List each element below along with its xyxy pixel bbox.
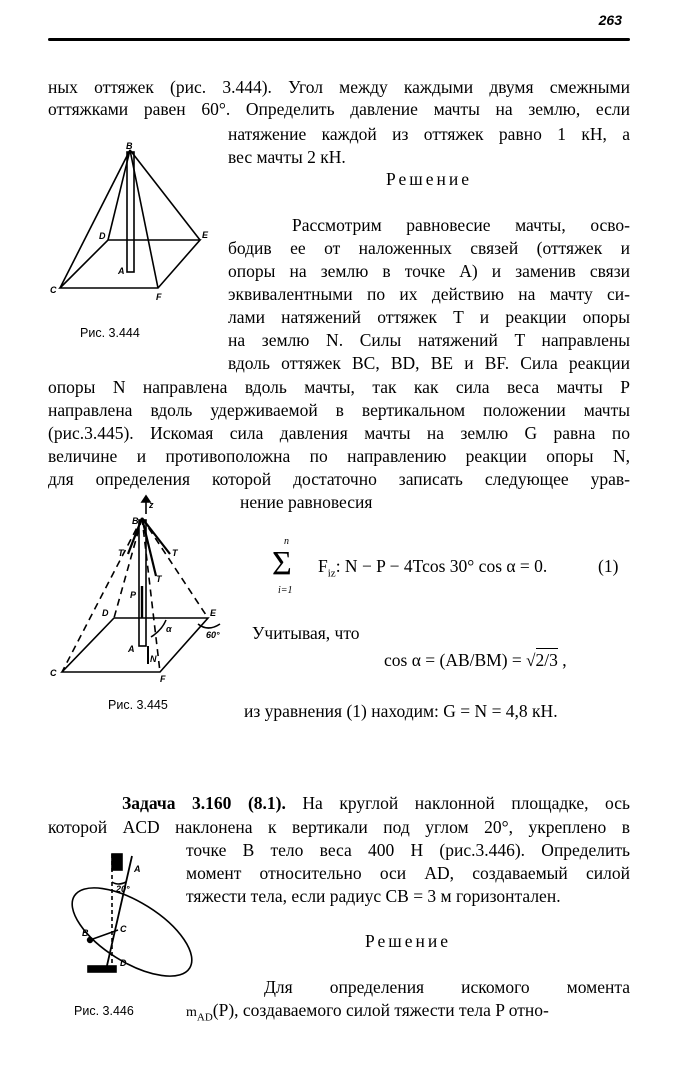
problem-text: На круглой наклонной площадке, ось <box>285 793 630 813</box>
figure-3-445 <box>48 494 248 686</box>
label-alpha: α <box>166 624 172 634</box>
label-b: B <box>132 516 139 526</box>
label-n: N <box>150 654 157 664</box>
mast <box>139 520 146 646</box>
text-line: Для определения искомого момента <box>264 977 630 997</box>
label-a: A <box>118 266 125 276</box>
figure-3-446 <box>48 848 208 990</box>
problem-2-line <box>122 792 630 814</box>
text-line <box>186 999 549 1029</box>
text-line: бодив ее от наложенных связей (оттяжек и <box>228 238 630 258</box>
base-plane <box>62 618 208 672</box>
label-c: C <box>50 285 57 295</box>
label-z: z <box>149 500 154 510</box>
label-60: 60° <box>206 630 220 640</box>
label-t1: T <box>118 548 124 558</box>
caption-3-446: Рис. 3.446 <box>74 1004 134 1018</box>
moment-subscript: AD <box>196 1011 213 1024</box>
equation-1 <box>318 556 547 580</box>
text-line: натяжение каждой из оттяжек равно 1 кН, а <box>228 124 630 144</box>
sum-lower-limit: i=1 <box>278 585 293 596</box>
text-line: лами натяжений оттяжек T и реакции опоры <box>228 307 630 327</box>
label-f: F <box>160 674 166 684</box>
caption-3-444: Рис. 3.444 <box>80 326 140 340</box>
guy-wire-be <box>130 150 200 240</box>
text-line: для определения которой достаточно записать следующее урав- <box>48 469 630 489</box>
text-line: опоры на землю в точке А) и заменив связи <box>228 261 630 281</box>
text-line: оттяжками равен 60°. Определить давление мачты на землю, если <box>48 99 630 119</box>
label-d: D <box>99 231 106 241</box>
text-line: точке B тело веса 400 H (рис.3.446). Определить <box>186 840 630 860</box>
text-line: на землю N. Силы натяжений T направлены <box>228 330 630 350</box>
text-line: направлена вдоль удерживаемой в вертикальном положении мачты <box>48 400 630 420</box>
text-line: тяжести тела, если радиус CB = 3 м горизонтален. <box>186 886 561 906</box>
inclined-platform <box>58 871 205 990</box>
text-line: ных оттяжек (рис. 3.444). Угол между каждыми двумя смежными <box>48 77 630 97</box>
guy-wire-bd <box>114 518 142 618</box>
cos-equation <box>384 650 567 671</box>
label-c: C <box>50 668 57 678</box>
text-line: вдоль оттяжек BC, BD, BE и BF. Сила реакции <box>228 353 630 373</box>
sqrt-sign: √ <box>526 651 536 670</box>
label-d: D <box>120 958 127 968</box>
caption-3-445: Рис. 3.445 <box>108 698 168 712</box>
text-line: вес мачты 2 кН. <box>228 147 346 167</box>
sqrt-radicand: 2/3 <box>535 650 558 670</box>
label-a: A <box>134 864 141 874</box>
sum-symbol: Σ <box>272 545 292 582</box>
label-e: E <box>210 608 217 618</box>
label-b: B <box>126 141 133 151</box>
label-c: C <box>120 924 127 934</box>
problem-title: Задача 3.160 (8.1). <box>122 793 286 813</box>
solution-heading: Решение <box>364 931 451 951</box>
text-line: момент относительно оси AD, создаваемый силой <box>186 863 630 883</box>
page-number: 263 <box>598 12 622 28</box>
point-b <box>88 938 93 943</box>
eq-body-sub: iz <box>327 567 336 580</box>
label-20: 20° <box>116 884 130 894</box>
mast <box>127 152 134 272</box>
eq-rhs: : N − P − 4Tcos 30° cos α = 0. <box>335 556 548 576</box>
label-p: P <box>130 590 137 600</box>
text-line: величине и противоположна по направлению реакции опоры N, <box>48 446 630 466</box>
cos-tail: , <box>557 650 567 670</box>
text-line: (рис.3.445). Искомая сила давления мачты на землю G равна по <box>48 423 630 443</box>
label-a: A <box>128 644 135 654</box>
label-e: E <box>202 230 209 240</box>
text-line: опоры N направлена вдоль мачты, так как сила веса мачты P <box>48 377 630 397</box>
text-line: нение равновесия <box>240 492 373 512</box>
text-line: Рассмотрим равновесие мачты, осво- <box>292 215 630 235</box>
header-rule <box>48 38 630 41</box>
eq-body: F <box>318 556 328 576</box>
label-b: B <box>82 928 89 938</box>
support-d <box>88 966 116 972</box>
label-f: F <box>156 292 162 302</box>
considering-text: Учитывая, что <box>252 623 360 643</box>
axis-acd <box>106 856 132 970</box>
cos-lhs: cos α = (AB/BM) = <box>384 650 527 670</box>
label-t2: T <box>172 548 178 558</box>
moment-text: (P), создаваемого силой тяжести тела P отно- <box>212 1000 549 1020</box>
support-a <box>112 854 122 870</box>
solution-heading: Решение <box>385 169 472 189</box>
text-line: эквивалентными по их действию на мачту си- <box>228 284 630 304</box>
label-d: D <box>102 608 109 618</box>
text-line: которой ACD наклонена к вертикали под углом 20°, укреплено в <box>48 817 630 837</box>
moment-symbol: m <box>186 1005 197 1020</box>
sum-upper-limit: n <box>284 536 289 547</box>
equation-number: (1) <box>598 556 619 576</box>
result-text: из уравнения (1) находим: G = N = 4,8 кН. <box>244 701 558 721</box>
label-t3: T <box>156 574 162 584</box>
figure-3-444 <box>48 140 218 310</box>
angle-alpha-arc <box>151 620 166 637</box>
